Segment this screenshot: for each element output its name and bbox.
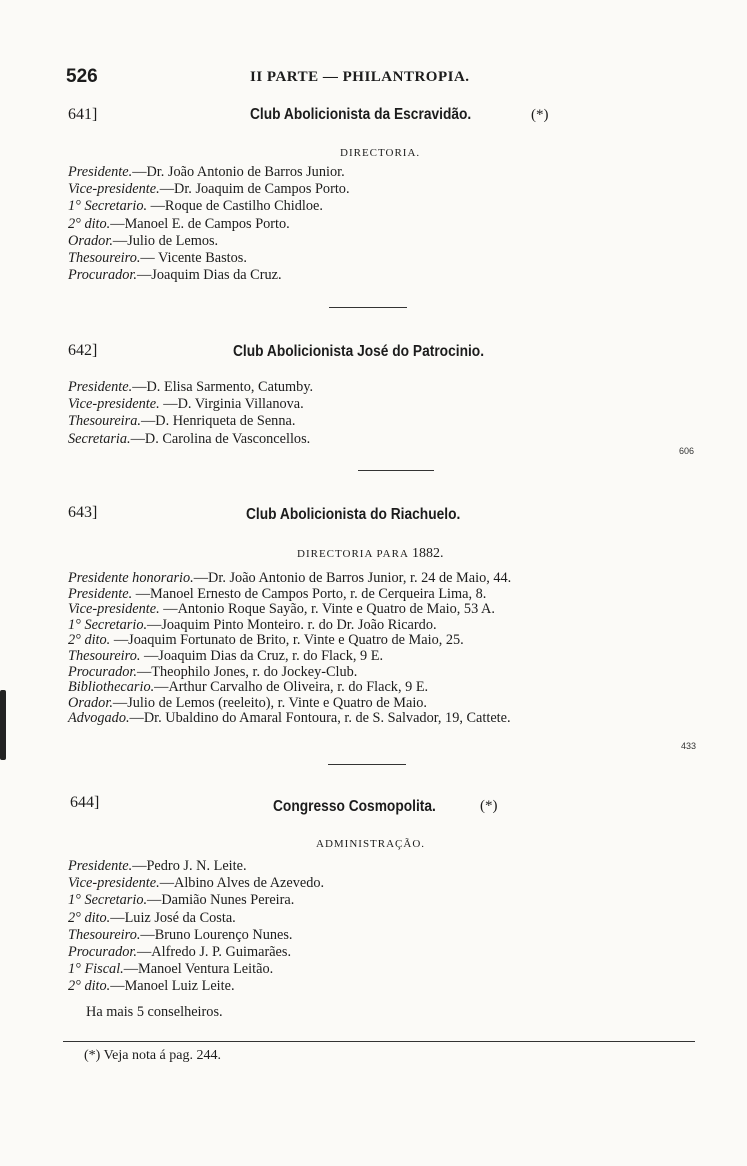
officer-entry: Presidente.—Dr. João Antonio de Barros Junior.: [68, 164, 345, 180]
officer-entry: Thesoureiro. —Joaquim Dias da Cruz, r. do Flack, 9 E.: [68, 647, 384, 664]
officer-list: [68, 571, 511, 727]
section-title: Club Abolicionista do Riachuelo.: [246, 506, 461, 523]
binding-mark: [0, 690, 6, 760]
officer-entry: Presidente. —Manoel Ernesto de Campos Porto, r. de Cerqueira Lima, 8.: [68, 585, 487, 602]
officer-entry: 1° Secretario.—Joaquim Pinto Monteiro. r. do Dr. João Ricardo.: [68, 616, 437, 633]
section-subheading: DIRECTORIA PARA 1882.: [297, 546, 444, 561]
officer-entry: 2° dito.—Manoel E. de Campos Porto.: [68, 215, 290, 232]
officer-entry: 1° Secretario. —Roque de Castilho Chidloe.: [68, 198, 323, 215]
officer-entry: Presidente honorario.—Dr. João Antonio de Barros Junior, r. 24 de Maio, 44.: [68, 570, 512, 586]
margin-number: 433: [681, 741, 697, 751]
section-divider: [329, 307, 407, 308]
section-subheading: DIRECTORIA.: [340, 147, 421, 159]
officer-entry: Vice-presidente. —Antonio Roque Sayão, r. Vinte e Quatro de Maio, 53 A.: [68, 601, 495, 618]
section-title: Club Abolicionista José do Patrocinio.: [233, 343, 485, 360]
officer-entry: Vice-presidente. —D. Virginia Villanova.: [68, 396, 304, 413]
officer-entry: Vice-presidente.—Albino Alves de Azevedo.: [68, 875, 325, 892]
officer-entry: Presidente.—D. Elisa Sarmento, Catumby.: [68, 379, 314, 395]
footnote-rule: [63, 1041, 695, 1042]
officer-list: [68, 858, 324, 996]
officer-entry: Presidente.—Pedro J. N. Leite.: [68, 858, 247, 874]
officer-entry: Procurador.—Theophilo Jones, r. do Jockey-Club.: [68, 663, 358, 680]
note-mark: (*): [531, 107, 549, 123]
officer-entry: Advogado.—Dr. Ubaldino do Amaral Fontoura, r. de S. Salvador, 19, Cattete.: [68, 710, 511, 727]
officer-entry: Thesoureiro.— Vicente Bastos.: [68, 250, 247, 267]
officer-entry: 2° dito.—Manoel Luiz Leite.: [68, 978, 235, 995]
officer-entry: 1° Fiscal.—Manoel Ventura Leitão.: [68, 961, 274, 978]
officer-entry: 1° Secretario.—Damião Nunes Pereira.: [68, 892, 295, 909]
section-divider: [328, 764, 406, 765]
officer-entry: 2° dito. —Joaquim Fortunato de Brito, r. Vinte e Quatro de Maio, 25.: [68, 632, 464, 649]
section-title: Congresso Cosmopolita.: [273, 798, 436, 815]
section-title: Club Abolicionista da Escravidão.: [250, 106, 472, 123]
officer-entry: Thesoureiro.—Bruno Lourenço Nunes.: [68, 926, 293, 943]
margin-number: 606: [679, 446, 695, 456]
section-subheading: ADMINISTRAÇÃO.: [316, 838, 426, 850]
officer-entry: Thesoureira.—D. Henriqueta de Senna.: [68, 413, 296, 430]
officer-list: [68, 164, 350, 284]
officer-entry: Procurador.—Alfredo J. P. Guimarães.: [68, 944, 292, 961]
section-number: 644]: [70, 794, 100, 811]
officer-entry: Secretaria.—D. Carolina de Vasconcellos.: [68, 430, 311, 447]
note-mark: (*): [480, 798, 498, 814]
officer-entry: Orador.—Julio de Lemos (reeleito), r. Vinte e Quatro de Maio.: [68, 694, 428, 711]
officer-entry: Bibliothecario.—Arthur Carvalho de Oliveira, r. do Flack, 9 E.: [68, 679, 429, 696]
running-title: II PARTE — PHILANTROPIA.: [250, 69, 470, 85]
officer-list: [68, 379, 313, 448]
officer-entry: Vice-presidente.—Dr. Joaquim de Campos Porto.: [68, 181, 350, 198]
section-number: 643]: [68, 504, 98, 521]
section-number: 641]: [68, 106, 98, 123]
section-divider: [358, 470, 434, 471]
closing-note: Ha mais 5 conselheiros.: [86, 1004, 223, 1020]
footnote: (*) Veja nota á pag. 244.: [84, 1048, 221, 1063]
officer-entry: Orador.—Julio de Lemos.: [68, 232, 219, 249]
page-number: 526: [66, 66, 98, 87]
officer-entry: 2° dito.—Luiz José da Costa.: [68, 909, 236, 926]
section-number: 642]: [68, 342, 98, 359]
officer-entry: Procurador.—Joaquim Dias da Cruz.: [68, 267, 282, 284]
